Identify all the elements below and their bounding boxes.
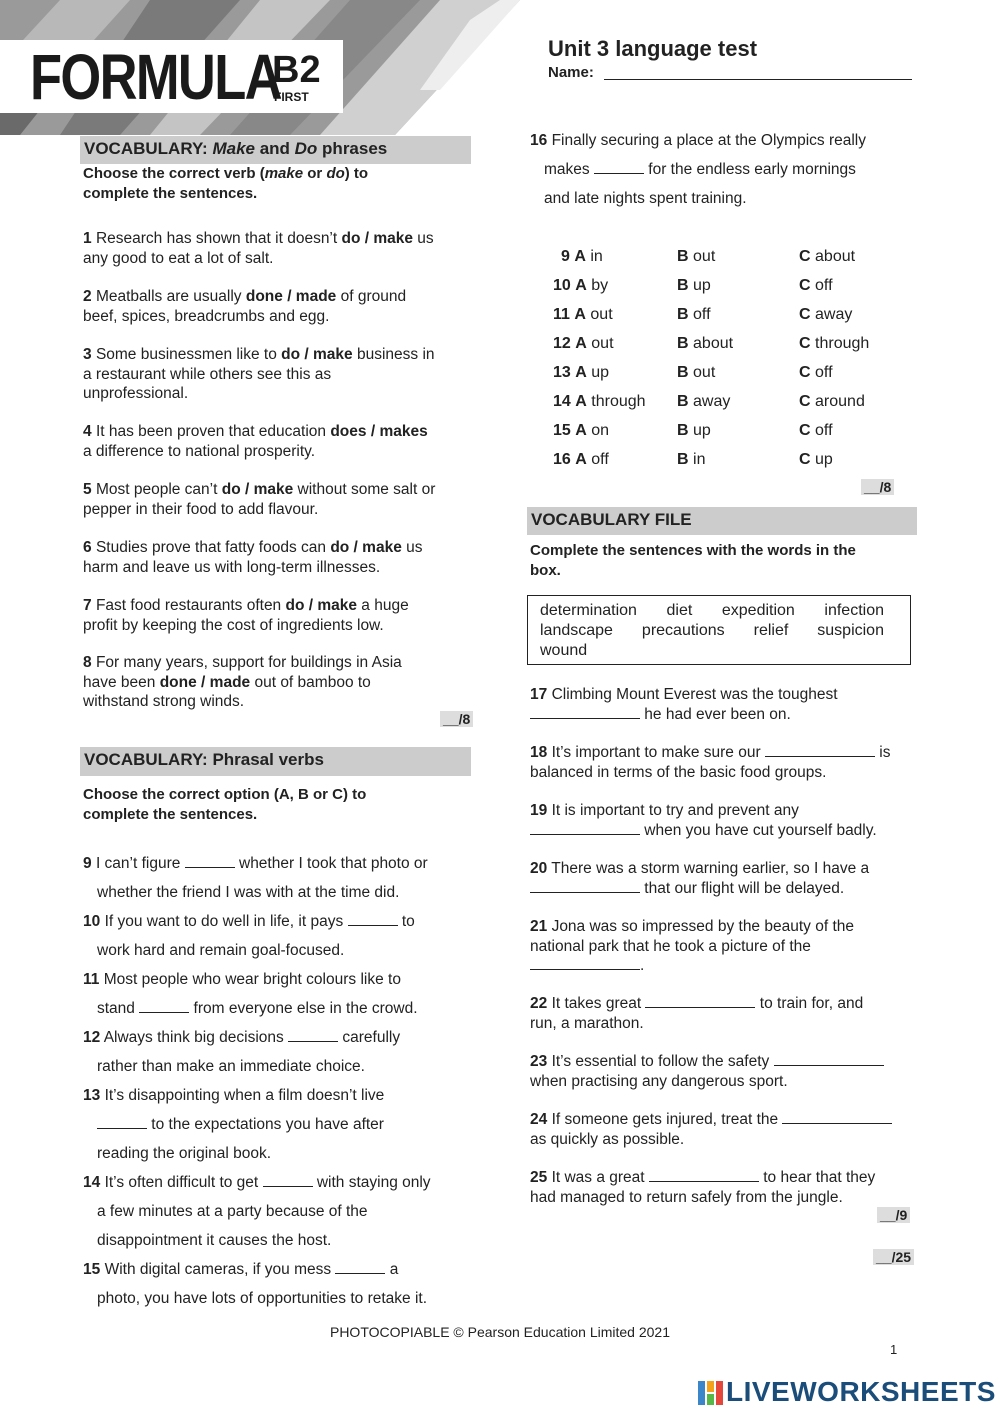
option-b[interactable]: [677, 242, 799, 271]
verb-choice[interactable]: done / made: [245, 288, 337, 305]
question-number: 13: [83, 1087, 101, 1104]
option-b[interactable]: [677, 300, 799, 329]
question-text: Most people who wear bright colours like to: [103, 971, 401, 988]
option-c[interactable]: [799, 300, 852, 329]
word-item: determination: [540, 602, 637, 619]
question-text: from everyone else in the crowd.: [189, 1000, 418, 1017]
heading-make: Make: [212, 139, 255, 158]
option-letter: B: [677, 306, 689, 323]
option-letter: B: [677, 248, 689, 265]
question-text: beef, spices, breadcrumbs and egg.: [83, 307, 330, 325]
word-item: diet: [666, 602, 693, 619]
question-number: 3: [83, 346, 92, 363]
question-text: It’s often difficult to get: [104, 1174, 263, 1191]
word-item: landscape: [540, 622, 613, 639]
option-text: out: [591, 335, 614, 352]
question-text: It’s essential to follow the safety: [551, 1053, 774, 1070]
question-text: balanced in terms of the basic food groups.: [530, 763, 827, 781]
question-4: [83, 422, 473, 461]
option-b[interactable]: [677, 387, 799, 416]
option-b[interactable]: [677, 358, 799, 387]
question-text: It has been proven that education: [95, 423, 331, 440]
question-text: There was a storm warning earlier, so I have a: [551, 860, 870, 877]
answer-blank[interactable]: [645, 995, 755, 1008]
option-text: off: [591, 451, 609, 468]
brand-exam: FIRST: [274, 90, 309, 104]
section-phrasal-instruction: [83, 785, 473, 825]
option-number: 10: [553, 277, 571, 294]
instr-part: or: [303, 165, 327, 182]
option-text: off: [693, 306, 711, 323]
option-letter: C: [799, 422, 811, 439]
option-letter: A: [575, 451, 587, 468]
question-number: 17: [530, 686, 548, 703]
option-letter: C: [799, 393, 811, 410]
word-row: [540, 642, 884, 660]
option-text: out: [693, 248, 716, 265]
question-number: 21: [530, 918, 548, 935]
option-letter: A: [575, 364, 587, 381]
question-25: [530, 1168, 920, 1207]
question-text: business in: [352, 346, 435, 363]
option-number: 11: [553, 306, 570, 323]
question-number: 10: [83, 913, 101, 930]
word-item: wound: [540, 642, 588, 659]
question-number: 6: [83, 539, 92, 556]
option-letter: C: [799, 277, 811, 294]
answer-blank[interactable]: [649, 1169, 759, 1182]
question-text: out of bamboo to: [250, 673, 371, 691]
question-19: [530, 801, 920, 840]
option-letter: B: [677, 422, 689, 439]
option-a[interactable]: [545, 329, 677, 358]
verb-choice[interactable]: does / makes: [330, 423, 428, 440]
question-text: It’s disappointing when a film doesn’t live: [104, 1087, 385, 1104]
question-text: For many years, support for buildings in Asia: [95, 654, 402, 671]
question-text: Studies prove that fatty foods can: [95, 539, 331, 556]
word-item: infection: [824, 602, 884, 619]
option-a[interactable]: [545, 271, 677, 300]
section-phrasal-heading: VOCABULARY: Phrasal verbs: [80, 747, 471, 776]
question-text: to the expectations you have after: [147, 1116, 384, 1133]
option-text: up: [693, 277, 711, 294]
answer-blank[interactable]: [335, 1261, 385, 1274]
option-number: 9: [561, 248, 570, 265]
option-b[interactable]: [677, 329, 799, 358]
option-number: 13: [553, 364, 571, 381]
question-text: If someone gets injured, treat the: [551, 1111, 783, 1128]
option-c[interactable]: [799, 329, 869, 358]
question-number: 18: [530, 744, 548, 761]
word-row: [540, 602, 884, 620]
question-17: [530, 685, 920, 724]
question-text: whether the friend I was with at the time did.: [97, 884, 400, 901]
question-text: .: [640, 957, 645, 974]
question-text: Jona was so impressed by the beauty of the: [551, 918, 854, 935]
question-text: any good to eat a lot of salt.: [83, 249, 274, 267]
question-3: [83, 345, 473, 404]
name-label: Name:: [548, 64, 594, 81]
question-text: a restaurant while others see this as: [83, 365, 332, 383]
question-text: carefully: [338, 1029, 401, 1046]
question-text: rather than make an immediate choice.: [97, 1058, 365, 1075]
question-text: with staying only: [312, 1174, 431, 1191]
question-9: [83, 849, 483, 907]
option-c[interactable]: [799, 358, 833, 387]
question-text: had managed to return safely from the jungle.: [530, 1188, 843, 1206]
question-14: [83, 1168, 483, 1255]
question-number: 8: [83, 654, 92, 671]
question-text: for the endless early mornings: [643, 161, 856, 178]
option-letter: C: [799, 451, 811, 468]
question-text: If you want to do well in life, it pays: [104, 913, 348, 930]
question-text: photo, you have lots of opportunities to retake it.: [97, 1290, 428, 1307]
question-text: Research has shown that it doesn’t: [95, 230, 342, 247]
verb-choice[interactable]: do / make: [281, 346, 353, 363]
name-input-line[interactable]: [604, 79, 912, 80]
question-text: profit by keeping the cost of ingredients low.: [83, 616, 384, 634]
question-text: a: [385, 1261, 399, 1278]
heading-text: VOCABULARY:: [84, 139, 213, 158]
option-letter: A: [575, 335, 587, 352]
question-text: withstand strong winds.: [83, 693, 245, 710]
option-letter: A: [575, 277, 587, 294]
question-number: 25: [530, 1169, 548, 1186]
option-row-16: [545, 445, 915, 474]
question-number: 19: [530, 802, 548, 819]
option-c[interactable]: [799, 445, 833, 474]
answer-blank[interactable]: [530, 706, 640, 719]
question-text: pepper in their food to add flavour.: [83, 500, 319, 518]
word-box: [527, 595, 911, 665]
instr-do: do: [326, 165, 345, 182]
option-c[interactable]: [799, 271, 833, 300]
question-text: With digital cameras, if you mess: [104, 1261, 336, 1278]
word-item: precautions: [641, 622, 725, 639]
instr-part: complete the sentences.: [83, 806, 258, 823]
question-text: have been: [83, 673, 160, 691]
option-c[interactable]: [799, 242, 855, 271]
question-number: 20: [530, 860, 548, 877]
answer-blank[interactable]: [185, 855, 235, 868]
answer-blank[interactable]: [263, 1174, 313, 1187]
option-text: through: [591, 393, 646, 410]
option-letter: A: [575, 393, 587, 410]
option-row-13: [545, 358, 915, 387]
option-c[interactable]: [799, 387, 865, 416]
question-text: a huge: [357, 597, 409, 614]
option-a[interactable]: [545, 358, 677, 387]
question-6: [83, 538, 473, 577]
question-10: [83, 907, 483, 965]
question-13: [83, 1081, 483, 1168]
question-text: and late nights spent training.: [544, 190, 747, 207]
question-text: stand: [97, 1000, 140, 1017]
liveworksheets-icon: [698, 1381, 724, 1405]
question-7: [83, 596, 473, 635]
question-text: Meatballs are usually: [95, 288, 246, 305]
instr-part: Choose the correct option (A, B or C) to: [83, 786, 367, 803]
option-letter: C: [799, 364, 811, 381]
question-text: that our flight will be delayed.: [640, 879, 845, 897]
question-22: [530, 994, 920, 1033]
answer-blank[interactable]: [530, 880, 640, 893]
score-section1: __/8: [440, 711, 473, 727]
option-letter: B: [677, 451, 689, 468]
brand-level: B2: [272, 49, 321, 91]
question-number: 1: [83, 230, 92, 247]
question-number: 2: [83, 288, 92, 305]
question-text: It is important to try and prevent any: [551, 802, 799, 819]
option-a[interactable]: [545, 387, 677, 416]
question-text: national park that he took a picture of the: [530, 937, 811, 955]
question-number: 11: [83, 971, 100, 988]
option-text: out: [590, 306, 613, 323]
question-text: It’s important to make sure our: [551, 744, 765, 761]
option-text: out: [693, 364, 716, 381]
options-table: [545, 242, 915, 474]
section-make-do-instruction: [83, 164, 473, 204]
option-letter: B: [677, 335, 689, 352]
question-text: to hear that they: [758, 1169, 876, 1186]
question-2: [83, 287, 473, 326]
question-text: disappointment it causes the host.: [97, 1232, 332, 1249]
word-row: [540, 622, 884, 640]
question-text: It takes great: [551, 995, 646, 1012]
question-number: 22: [530, 995, 548, 1012]
option-text: in: [693, 451, 706, 468]
question-18: [530, 743, 920, 782]
answer-blank[interactable]: [774, 1053, 884, 1066]
option-a[interactable]: [545, 416, 677, 445]
question-number: 4: [83, 423, 92, 440]
answer-blank[interactable]: [348, 913, 398, 926]
option-row-14: [545, 387, 915, 416]
question-text: Always think big decisions: [103, 1029, 289, 1046]
liveworksheets-logo: LIVEWORKSHEETS: [726, 1376, 996, 1407]
verb-choice[interactable]: done / made: [159, 673, 251, 691]
question-text: work hard and remain goal-focused.: [97, 942, 345, 959]
option-text: up: [591, 364, 610, 381]
score-section2: __/8: [861, 479, 894, 495]
answer-blank[interactable]: [97, 1116, 147, 1129]
question-text: Climbing Mount Everest was the toughest: [551, 686, 838, 703]
option-text: away: [815, 306, 853, 323]
verb-choice[interactable]: do / make: [285, 597, 357, 614]
answer-blank[interactable]: [139, 1000, 189, 1013]
question-text: harm and leave us with long-term illnesses.: [83, 558, 381, 576]
instr-part: Complete the sentences with the words in the: [530, 542, 856, 559]
option-a[interactable]: [545, 445, 677, 474]
option-b[interactable]: [677, 271, 799, 300]
question-number: 24: [530, 1111, 548, 1128]
question-number: 7: [83, 597, 92, 614]
question-text: us: [413, 230, 434, 247]
brand-logo: FORMULA: [30, 41, 281, 113]
section-vocab-file-heading: VOCABULARY FILE: [527, 507, 917, 535]
heading-do: Do: [294, 139, 318, 158]
option-text: up: [815, 451, 833, 468]
option-text: up: [693, 422, 711, 439]
question-number: 16: [530, 132, 548, 149]
instr-part: box.: [530, 562, 561, 579]
option-letter: B: [677, 277, 689, 294]
option-text: around: [815, 393, 865, 410]
question-number: 15: [83, 1261, 101, 1278]
question-text: when you have cut yourself badly.: [640, 821, 877, 839]
question-text: a few minutes at a party because of the: [97, 1203, 368, 1220]
option-row-10: [545, 271, 915, 300]
question-text: when practising any dangerous sport.: [530, 1072, 788, 1090]
word-item: suspicion: [817, 622, 884, 639]
question-number: 9: [83, 855, 92, 872]
question-text: makes: [544, 161, 594, 178]
copyright-footer: PHOTOCOPIABLE © Pearson Education Limited 2021: [329, 1324, 670, 1340]
question-text: whether I took that photo or: [234, 855, 428, 872]
question-text: reading the original book.: [97, 1145, 272, 1162]
instr-make: make: [264, 165, 304, 182]
option-row-11: [545, 300, 915, 329]
question-23: [530, 1052, 920, 1091]
question-number: 23: [530, 1053, 548, 1070]
question-text: to: [397, 913, 415, 930]
option-text: through: [815, 335, 870, 352]
option-text: in: [590, 248, 603, 265]
option-b[interactable]: [677, 445, 799, 474]
question-text: Some businessmen like to: [95, 346, 282, 363]
option-text: about: [815, 248, 856, 265]
answer-blank[interactable]: [782, 1111, 892, 1124]
option-letter: A: [575, 422, 587, 439]
question-text: of ground: [336, 288, 407, 305]
question-text: Most people can’t: [95, 481, 222, 498]
option-row-9: [545, 242, 915, 271]
question-text: to train for, and: [755, 995, 864, 1012]
question-text: without some salt or: [293, 481, 436, 498]
option-text: away: [693, 393, 731, 410]
option-number: 12: [553, 335, 571, 352]
question-text: It was a great: [551, 1169, 649, 1186]
option-letter: C: [799, 248, 811, 265]
question-1: [83, 229, 473, 268]
question-text: run, a marathon.: [530, 1014, 644, 1032]
answer-blank[interactable]: [530, 822, 640, 835]
option-text: on: [591, 422, 610, 439]
instr-part: complete the sentences.: [83, 185, 258, 202]
heading-and: and: [254, 139, 295, 158]
answer-blank[interactable]: [530, 957, 640, 970]
option-letter: B: [677, 364, 689, 381]
question-text: us: [401, 539, 423, 556]
section-make-do-heading: [80, 136, 471, 164]
option-a[interactable]: [545, 300, 677, 329]
option-c[interactable]: [799, 416, 833, 445]
page-number: 1: [890, 1342, 898, 1357]
question-text: unprofessional.: [83, 385, 189, 402]
option-b[interactable]: [677, 416, 799, 445]
option-a[interactable]: [545, 242, 677, 271]
option-text: off: [815, 277, 833, 294]
word-item: expedition: [721, 602, 795, 619]
answer-blank[interactable]: [288, 1029, 338, 1042]
question-number: 5: [83, 481, 92, 498]
question-16: [530, 126, 930, 213]
question-20: [530, 859, 920, 898]
verb-choice[interactable]: do / make: [330, 539, 402, 556]
question-text: I can’t figure: [95, 855, 185, 872]
question-5: [83, 480, 473, 519]
question-text: Finally securing a place at the Olympics really: [551, 132, 866, 149]
option-number: 16: [553, 451, 571, 468]
section-vocab-file-instruction: [530, 541, 920, 581]
question-15: [83, 1255, 483, 1313]
option-row-15: [545, 416, 915, 445]
option-text: about: [693, 335, 734, 352]
instr-part: ) to: [344, 165, 369, 182]
question-12: [83, 1023, 483, 1081]
question-text: is: [874, 744, 891, 761]
option-text: off: [815, 364, 833, 381]
answer-blank[interactable]: [594, 161, 644, 174]
answer-blank[interactable]: [765, 744, 875, 757]
page-title: Unit 3 language test: [548, 36, 758, 61]
verb-choice[interactable]: do / make: [341, 230, 413, 247]
option-letter: C: [799, 335, 811, 352]
option-letter: A: [574, 306, 586, 323]
score-total: __/25: [873, 1249, 914, 1265]
word-item: relief: [753, 622, 789, 639]
question-text: as quickly as possible.: [530, 1130, 685, 1148]
option-number: 15: [553, 422, 571, 439]
option-text: off: [815, 422, 833, 439]
option-letter: A: [574, 248, 586, 265]
verb-choice[interactable]: do / make: [221, 481, 294, 498]
question-24: [530, 1110, 920, 1149]
question-text: Fast food restaurants often: [95, 597, 286, 614]
heading-suffix: phrases: [317, 139, 388, 158]
option-letter: B: [677, 393, 689, 410]
option-number: 14: [553, 393, 571, 410]
question-text: a difference to national prosperity.: [83, 442, 316, 460]
question-21: [530, 917, 920, 976]
option-row-12: [545, 329, 915, 358]
question-11: [83, 965, 483, 1023]
option-letter: C: [799, 306, 811, 323]
option-text: by: [591, 277, 609, 294]
instr-part: Choose the correct verb (: [83, 165, 265, 182]
score-section3: __/9: [877, 1207, 910, 1223]
question-number: 14: [83, 1174, 101, 1191]
question-8: [83, 653, 473, 712]
question-number: 12: [83, 1029, 101, 1046]
question-text: he had ever been on.: [640, 705, 791, 723]
